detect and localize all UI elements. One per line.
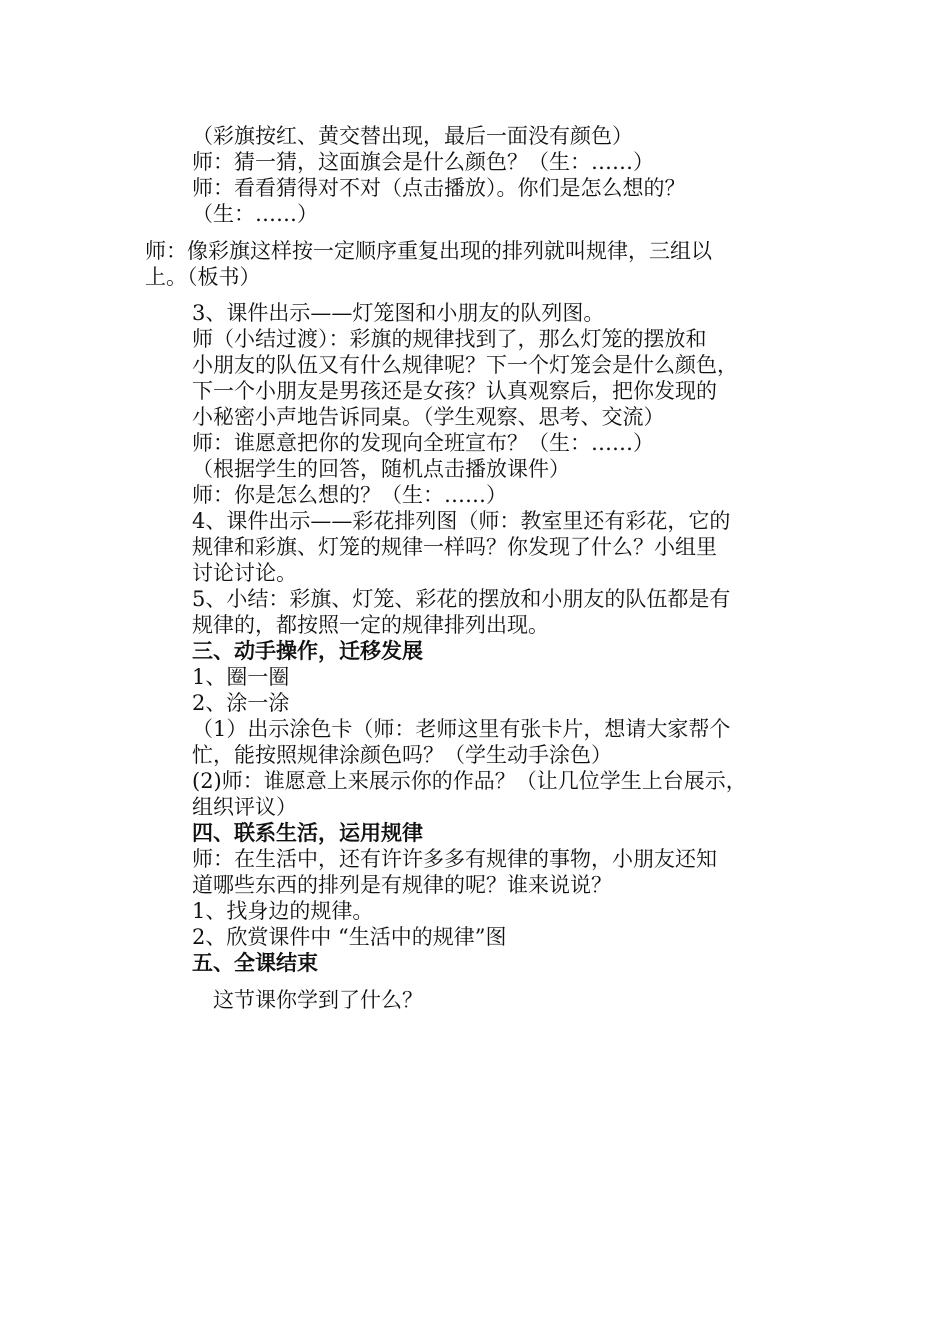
text-line: 师：看看猜得对不对（点击播放）。你们是怎么想的？ (192, 176, 686, 200)
text-line: 师（小结过渡）：彩旗的规律找到了，那么灯笼的摆放和 (192, 327, 707, 351)
text-line: 这节课你学到了什么？ (213, 988, 423, 1012)
text-line: 下一个小朋友是男孩还是女孩？认真观察后，把你发现的 (192, 379, 717, 403)
text-line: 讨论讨论。 (192, 561, 297, 585)
section-heading: 五、全课结束 (192, 950, 318, 975)
text-line: 1、圈一圈 (192, 665, 290, 689)
text-line: 组织评议） (192, 795, 297, 819)
text-line: 师：像彩旗这样按一定顺序重复出现的排列就叫规律，三组以 (145, 239, 712, 263)
text-line: 小朋友的队伍又有什么规律呢？下一个灯笼会是什么颜色， (192, 353, 738, 377)
text-line: （彩旗按红、黄交替出现，最后一面没有颜色） (192, 124, 633, 148)
text-line: 4、课件出示——彩花排列图（师：教室里还有彩花，它的 (192, 509, 731, 533)
text-line: 师：在生活中，还有许许多多有规律的事物，小朋友还知 (192, 847, 717, 871)
text-line: 5、小结：彩旗、灯笼、彩花的摆放和小朋友的队伍都是有 (192, 587, 731, 611)
text-line: 1、找身边的规律。 (192, 899, 374, 923)
text-line: 3、课件出示——灯笼图和小朋友的队列图。 (192, 301, 605, 325)
text-line: （1）出示涂色卡（师：老师这里有张卡片，想请大家帮个 (192, 717, 731, 741)
text-line: （生：……） (192, 202, 318, 226)
text-line: (2)师：谁愿意上来展示你的作品？（让几位学生上台展示， (192, 769, 747, 793)
text-line: 道哪些东西的排列是有规律的呢？谁来说说？ (192, 873, 612, 897)
section-heading: 四、联系生活，运用规律 (192, 820, 423, 845)
text-line: （根据学生的回答，随机点击播放课件） (192, 457, 570, 481)
text-line: 规律和彩旗、灯笼的规律一样吗？你发现了什么？小组里 (192, 535, 717, 559)
text-line: 规律的，都按照一定的规律排列出现。 (192, 613, 549, 637)
section-heading: 三、动手操作，迁移发展 (192, 638, 423, 663)
text-line: 师：谁愿意把你的发现向全班宣布？（生：……） (192, 431, 654, 455)
text-line: 2、欣赏课件中 “生活中的规律”图 (192, 925, 507, 949)
text-line: 师：猜一猜，这面旗会是什么颜色？（生：……） (192, 150, 654, 174)
text-line: 2、涂一涂 (192, 691, 290, 715)
text-line: 小秘密小声地告诉同桌。（学生观察、思考、交流） (192, 405, 665, 429)
text-line: 师：你是怎么想的？（生：……） (192, 483, 507, 507)
text-line: 忙，能按照规律涂颜色吗？（学生动手涂色） (192, 743, 612, 767)
text-line: 上。（板书） (145, 265, 261, 289)
